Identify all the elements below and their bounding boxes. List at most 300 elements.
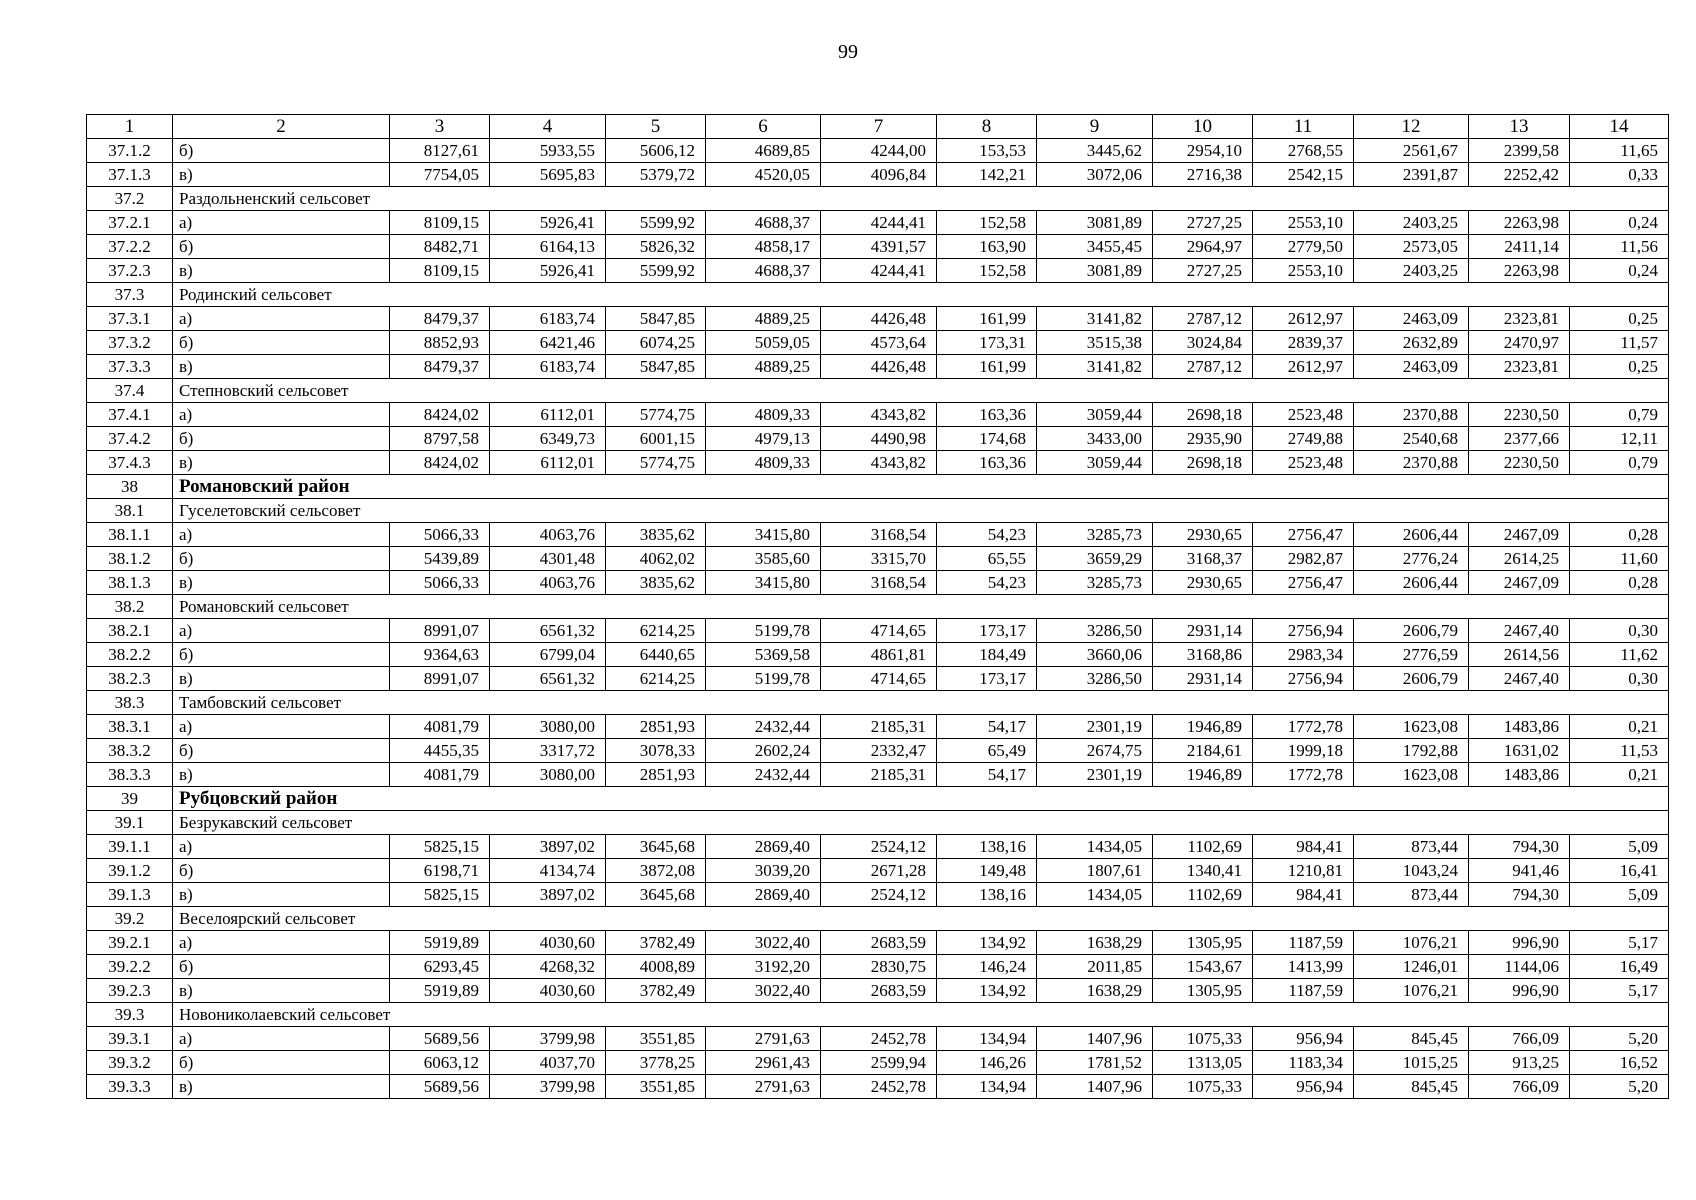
value-cell: 2463,09: [1354, 355, 1469, 379]
value-cell: 3645,68: [606, 835, 706, 859]
row-code: 39.1.1: [87, 835, 173, 859]
value-cell: 3585,60: [706, 547, 821, 571]
row-code: 39.1: [87, 811, 173, 835]
value-cell: 3551,85: [606, 1075, 706, 1099]
value-cell: 4037,70: [490, 1051, 606, 1075]
value-cell: 2524,12: [821, 883, 937, 907]
value-cell: 4714,65: [821, 619, 937, 643]
value-cell: 1772,78: [1253, 715, 1354, 739]
value-cell: 984,41: [1253, 883, 1354, 907]
value-cell: 2869,40: [706, 835, 821, 859]
value-cell: 2674,75: [1037, 739, 1153, 763]
table-row: [87, 523, 1669, 547]
value-cell: 5,20: [1570, 1027, 1669, 1051]
value-cell: 134,94: [937, 1075, 1037, 1099]
value-cell: 0,24: [1570, 259, 1669, 283]
value-cell: 3072,06: [1037, 163, 1153, 187]
value-cell: 1946,89: [1153, 763, 1253, 787]
row-variant: б): [173, 331, 390, 355]
value-cell: 4858,17: [706, 235, 821, 259]
district-name: Романовский район: [173, 475, 1669, 499]
row-code: 39.1.3: [87, 883, 173, 907]
value-cell: 11,65: [1570, 139, 1669, 163]
value-cell: 794,30: [1469, 883, 1570, 907]
row-code: 38.3.2: [87, 739, 173, 763]
value-cell: 2467,09: [1469, 571, 1570, 595]
value-cell: 5689,56: [390, 1027, 490, 1051]
value-cell: 3081,89: [1037, 211, 1153, 235]
value-cell: 2756,94: [1253, 619, 1354, 643]
value-cell: 5,09: [1570, 835, 1669, 859]
value-cell: 0,28: [1570, 523, 1669, 547]
value-cell: 5599,92: [606, 211, 706, 235]
section-row: [87, 283, 1669, 307]
value-cell: 6164,13: [490, 235, 606, 259]
row-variant: а): [173, 619, 390, 643]
value-cell: 1340,41: [1153, 859, 1253, 883]
value-cell: 3445,62: [1037, 139, 1153, 163]
row-variant: в): [173, 451, 390, 475]
value-cell: 146,26: [937, 1051, 1037, 1075]
value-cell: 163,90: [937, 235, 1037, 259]
table-row: [87, 547, 1669, 571]
value-cell: 4244,41: [821, 211, 937, 235]
value-cell: 8991,07: [390, 619, 490, 643]
value-cell: 138,16: [937, 883, 1037, 907]
value-cell: 2602,24: [706, 739, 821, 763]
value-cell: 3455,45: [1037, 235, 1153, 259]
row-code: 38.1: [87, 499, 173, 523]
value-cell: 5689,56: [390, 1075, 490, 1099]
value-cell: 2432,44: [706, 763, 821, 787]
value-cell: 3897,02: [490, 883, 606, 907]
value-cell: 4008,89: [606, 955, 706, 979]
table-row: [87, 1051, 1669, 1075]
value-cell: 2851,93: [606, 715, 706, 739]
value-cell: 2452,78: [821, 1027, 937, 1051]
table-row: [87, 955, 1669, 979]
value-cell: 3645,68: [606, 883, 706, 907]
value-cell: 0,25: [1570, 355, 1669, 379]
header-cell: 5: [606, 115, 706, 139]
value-cell: 2561,67: [1354, 139, 1469, 163]
value-cell: 6561,32: [490, 667, 606, 691]
value-cell: 2573,05: [1354, 235, 1469, 259]
value-cell: 1102,69: [1153, 883, 1253, 907]
section-row: [87, 595, 1669, 619]
value-cell: 173,17: [937, 667, 1037, 691]
page-number: 99: [838, 41, 858, 63]
value-cell: 5826,32: [606, 235, 706, 259]
value-cell: 5199,78: [706, 667, 821, 691]
value-cell: 4096,84: [821, 163, 937, 187]
value-cell: 1043,24: [1354, 859, 1469, 883]
value-cell: 2954,10: [1153, 139, 1253, 163]
value-cell: 4063,76: [490, 571, 606, 595]
value-cell: 2540,68: [1354, 427, 1469, 451]
value-cell: 5847,85: [606, 355, 706, 379]
value-cell: 8479,37: [390, 307, 490, 331]
row-variant: в): [173, 355, 390, 379]
value-cell: 4889,25: [706, 355, 821, 379]
row-code: 37.4.2: [87, 427, 173, 451]
value-cell: 6112,01: [490, 403, 606, 427]
value-cell: 2463,09: [1354, 307, 1469, 331]
value-cell: 5,17: [1570, 931, 1669, 955]
table-row: [87, 667, 1669, 691]
value-cell: 8424,02: [390, 451, 490, 475]
value-cell: 161,99: [937, 307, 1037, 331]
value-cell: 3081,89: [1037, 259, 1153, 283]
value-cell: 3782,49: [606, 979, 706, 1003]
value-cell: 2606,44: [1354, 523, 1469, 547]
row-code: 37.2.2: [87, 235, 173, 259]
value-cell: 3059,44: [1037, 403, 1153, 427]
value-cell: 1076,21: [1354, 979, 1469, 1003]
value-cell: 3433,00: [1037, 427, 1153, 451]
value-cell: 2523,48: [1253, 451, 1354, 475]
row-variant: в): [173, 259, 390, 283]
value-cell: 3192,20: [706, 955, 821, 979]
row-code: 39.2.2: [87, 955, 173, 979]
row-code: 37.1.3: [87, 163, 173, 187]
value-cell: 4244,41: [821, 259, 937, 283]
value-cell: 766,09: [1469, 1075, 1570, 1099]
value-cell: 2011,85: [1037, 955, 1153, 979]
value-cell: 65,55: [937, 547, 1037, 571]
table-row: [87, 643, 1669, 667]
row-code: 39.2: [87, 907, 173, 931]
settlement-name: Гуселетовский сельсовет: [173, 499, 1669, 523]
value-cell: 1623,08: [1354, 715, 1469, 739]
table-row: [87, 715, 1669, 739]
table-row: [87, 307, 1669, 331]
table-row: [87, 571, 1669, 595]
value-cell: 4889,25: [706, 307, 821, 331]
value-cell: 3799,98: [490, 1027, 606, 1051]
value-cell: 184,49: [937, 643, 1037, 667]
value-cell: 1015,25: [1354, 1051, 1469, 1075]
value-cell: 5066,33: [390, 523, 490, 547]
header-cell: 13: [1469, 115, 1570, 139]
value-cell: 1075,33: [1153, 1027, 1253, 1051]
value-cell: 3168,54: [821, 571, 937, 595]
value-cell: 5926,41: [490, 259, 606, 283]
row-code: 37.3: [87, 283, 173, 307]
value-cell: 3022,40: [706, 979, 821, 1003]
value-cell: 2263,98: [1469, 211, 1570, 235]
value-cell: 4490,98: [821, 427, 937, 451]
value-cell: 2301,19: [1037, 763, 1153, 787]
value-cell: 2698,18: [1153, 451, 1253, 475]
value-cell: 2683,59: [821, 979, 937, 1003]
value-cell: 3022,40: [706, 931, 821, 955]
value-cell: 1483,86: [1469, 715, 1570, 739]
value-cell: 0,33: [1570, 163, 1669, 187]
value-cell: 0,24: [1570, 211, 1669, 235]
value-cell: 4809,33: [706, 451, 821, 475]
district-row: [87, 787, 1669, 811]
value-cell: 2542,15: [1253, 163, 1354, 187]
value-cell: 2776,24: [1354, 547, 1469, 571]
value-cell: 2252,42: [1469, 163, 1570, 187]
value-cell: 873,44: [1354, 883, 1469, 907]
value-cell: 4573,64: [821, 331, 937, 355]
row-code: 37.4: [87, 379, 173, 403]
row-variant: б): [173, 427, 390, 451]
row-variant: б): [173, 139, 390, 163]
value-cell: 2787,12: [1153, 307, 1253, 331]
value-cell: 1407,96: [1037, 1027, 1153, 1051]
value-cell: 2524,12: [821, 835, 937, 859]
value-cell: 2185,31: [821, 715, 937, 739]
value-cell: 3078,33: [606, 739, 706, 763]
value-cell: 11,62: [1570, 643, 1669, 667]
value-cell: 3551,85: [606, 1027, 706, 1051]
value-cell: 0,30: [1570, 619, 1669, 643]
header-cell: 12: [1354, 115, 1469, 139]
row-code: 37.1.2: [87, 139, 173, 163]
value-cell: 2399,58: [1469, 139, 1570, 163]
value-cell: 173,17: [937, 619, 1037, 643]
header-cell: 1: [87, 115, 173, 139]
row-code: 38.3.1: [87, 715, 173, 739]
value-cell: 1183,34: [1253, 1051, 1354, 1075]
value-cell: 2612,97: [1253, 355, 1354, 379]
value-cell: 4809,33: [706, 403, 821, 427]
value-cell: 0,21: [1570, 763, 1669, 787]
value-cell: 996,90: [1469, 979, 1570, 1003]
row-variant: б): [173, 955, 390, 979]
row-variant: в): [173, 763, 390, 787]
table-row: [87, 619, 1669, 643]
value-cell: 54,17: [937, 763, 1037, 787]
value-cell: 8109,15: [390, 211, 490, 235]
value-cell: 3168,54: [821, 523, 937, 547]
value-cell: 4063,76: [490, 523, 606, 547]
row-variant: б): [173, 547, 390, 571]
value-cell: 134,94: [937, 1027, 1037, 1051]
value-cell: 2756,47: [1253, 523, 1354, 547]
value-cell: 2370,88: [1354, 403, 1469, 427]
value-cell: 2931,14: [1153, 619, 1253, 643]
value-cell: 8797,58: [390, 427, 490, 451]
value-cell: 5825,15: [390, 883, 490, 907]
value-cell: 2683,59: [821, 931, 937, 955]
value-cell: 5774,75: [606, 451, 706, 475]
value-cell: 12,11: [1570, 427, 1669, 451]
value-cell: 3660,06: [1037, 643, 1153, 667]
value-cell: 1305,95: [1153, 979, 1253, 1003]
value-cell: 16,52: [1570, 1051, 1669, 1075]
value-cell: 1187,59: [1253, 931, 1354, 955]
value-cell: 3778,25: [606, 1051, 706, 1075]
value-cell: 153,53: [937, 139, 1037, 163]
value-cell: 2470,97: [1469, 331, 1570, 355]
value-cell: 9364,63: [390, 643, 490, 667]
value-cell: 174,68: [937, 427, 1037, 451]
table-row: [87, 1075, 1669, 1099]
value-cell: 2614,25: [1469, 547, 1570, 571]
value-cell: 3415,80: [706, 523, 821, 547]
row-variant: а): [173, 403, 390, 427]
row-code: 38.2.2: [87, 643, 173, 667]
value-cell: 2432,44: [706, 715, 821, 739]
value-cell: 2553,10: [1253, 259, 1354, 283]
table-row: [87, 451, 1669, 475]
header-cell: 10: [1153, 115, 1253, 139]
value-cell: 6214,25: [606, 619, 706, 643]
section-row: [87, 499, 1669, 523]
value-cell: 4426,48: [821, 355, 937, 379]
value-cell: 5,17: [1570, 979, 1669, 1003]
value-cell: 3024,84: [1153, 331, 1253, 355]
value-cell: 3080,00: [490, 763, 606, 787]
row-code: 37.4.1: [87, 403, 173, 427]
value-cell: 6063,12: [390, 1051, 490, 1075]
value-cell: 16,49: [1570, 955, 1669, 979]
row-variant: а): [173, 931, 390, 955]
value-cell: 4391,57: [821, 235, 937, 259]
value-cell: 2964,97: [1153, 235, 1253, 259]
value-cell: 845,45: [1354, 1027, 1469, 1051]
value-cell: 4268,32: [490, 955, 606, 979]
value-cell: 4343,82: [821, 451, 937, 475]
value-cell: 6349,73: [490, 427, 606, 451]
row-variant: в): [173, 571, 390, 595]
table-row: [87, 139, 1669, 163]
row-variant: а): [173, 523, 390, 547]
value-cell: 11,53: [1570, 739, 1669, 763]
value-cell: 2411,14: [1469, 235, 1570, 259]
value-cell: 0,79: [1570, 451, 1669, 475]
section-row: [87, 379, 1669, 403]
value-cell: 5695,83: [490, 163, 606, 187]
settlement-name: Новониколаевский сельсовет: [173, 1003, 1669, 1027]
section-row: [87, 1003, 1669, 1027]
value-cell: 2263,98: [1469, 259, 1570, 283]
row-code: 38.3: [87, 691, 173, 715]
value-cell: 1772,78: [1253, 763, 1354, 787]
district-row: [87, 475, 1669, 499]
value-cell: 2452,78: [821, 1075, 937, 1099]
row-variant: а): [173, 835, 390, 859]
row-code: 39.3.2: [87, 1051, 173, 1075]
value-cell: 2961,43: [706, 1051, 821, 1075]
value-cell: 3897,02: [490, 835, 606, 859]
value-cell: 984,41: [1253, 835, 1354, 859]
value-cell: 4301,48: [490, 547, 606, 571]
value-cell: 1075,33: [1153, 1075, 1253, 1099]
settlement-name: Степновский сельсовет: [173, 379, 1669, 403]
row-code: 37.3.2: [87, 331, 173, 355]
row-code: 38.3.3: [87, 763, 173, 787]
tariff-table: [86, 114, 1669, 1099]
row-variant: б): [173, 643, 390, 667]
value-cell: 2391,87: [1354, 163, 1469, 187]
table-row: [87, 163, 1669, 187]
value-cell: 1792,88: [1354, 739, 1469, 763]
district-name: Рубцовский район: [173, 787, 1669, 811]
value-cell: 4979,13: [706, 427, 821, 451]
row-variant: б): [173, 1051, 390, 1075]
value-cell: 2839,37: [1253, 331, 1354, 355]
value-cell: 4426,48: [821, 307, 937, 331]
row-code: 38.2.3: [87, 667, 173, 691]
value-cell: 2727,25: [1153, 259, 1253, 283]
settlement-name: Тамбовский сельсовет: [173, 691, 1669, 715]
value-cell: 2851,93: [606, 763, 706, 787]
value-cell: 5933,55: [490, 139, 606, 163]
value-cell: 3659,29: [1037, 547, 1153, 571]
value-cell: 4520,05: [706, 163, 821, 187]
value-cell: 766,09: [1469, 1027, 1570, 1051]
value-cell: 2768,55: [1253, 139, 1354, 163]
row-code: 38.1.1: [87, 523, 173, 547]
value-cell: 1543,67: [1153, 955, 1253, 979]
table-row: [87, 835, 1669, 859]
value-cell: 5059,05: [706, 331, 821, 355]
value-cell: 2931,14: [1153, 667, 1253, 691]
value-cell: 1807,61: [1037, 859, 1153, 883]
value-cell: 2606,79: [1354, 619, 1469, 643]
value-cell: 2403,25: [1354, 259, 1469, 283]
value-cell: 2467,40: [1469, 619, 1570, 643]
header-cell: 4: [490, 115, 606, 139]
value-cell: 5599,92: [606, 259, 706, 283]
value-cell: 4030,60: [490, 931, 606, 955]
value-cell: 941,46: [1469, 859, 1570, 883]
value-cell: 3141,82: [1037, 355, 1153, 379]
value-cell: 5606,12: [606, 139, 706, 163]
value-cell: 1144,06: [1469, 955, 1570, 979]
value-cell: 3285,73: [1037, 523, 1153, 547]
row-code: 39.2.3: [87, 979, 173, 1003]
value-cell: 3286,50: [1037, 619, 1153, 643]
row-variant: в): [173, 163, 390, 187]
section-row: [87, 907, 1669, 931]
value-cell: 2230,50: [1469, 403, 1570, 427]
table-row: [87, 403, 1669, 427]
value-cell: 2184,61: [1153, 739, 1253, 763]
value-cell: 2599,94: [821, 1051, 937, 1075]
value-cell: 845,45: [1354, 1075, 1469, 1099]
section-row: [87, 187, 1669, 211]
settlement-name: Раздольненский сельсовет: [173, 187, 1669, 211]
value-cell: 2727,25: [1153, 211, 1253, 235]
value-cell: 2930,65: [1153, 523, 1253, 547]
value-cell: 6440,65: [606, 643, 706, 667]
row-code: 37.2.3: [87, 259, 173, 283]
value-cell: 2716,38: [1153, 163, 1253, 187]
header-cell: 3: [390, 115, 490, 139]
value-cell: 16,41: [1570, 859, 1669, 883]
value-cell: 996,90: [1469, 931, 1570, 955]
value-cell: 913,25: [1469, 1051, 1570, 1075]
value-cell: 3415,80: [706, 571, 821, 595]
value-cell: 3317,72: [490, 739, 606, 763]
row-code: 38: [87, 475, 173, 499]
table-header-row: [87, 115, 1669, 139]
table-row: [87, 859, 1669, 883]
value-cell: 0,28: [1570, 571, 1669, 595]
value-cell: 54,23: [937, 571, 1037, 595]
value-cell: 4062,02: [606, 547, 706, 571]
value-cell: 5774,75: [606, 403, 706, 427]
value-cell: 8482,71: [390, 235, 490, 259]
header-cell: 9: [1037, 115, 1153, 139]
value-cell: 8991,07: [390, 667, 490, 691]
